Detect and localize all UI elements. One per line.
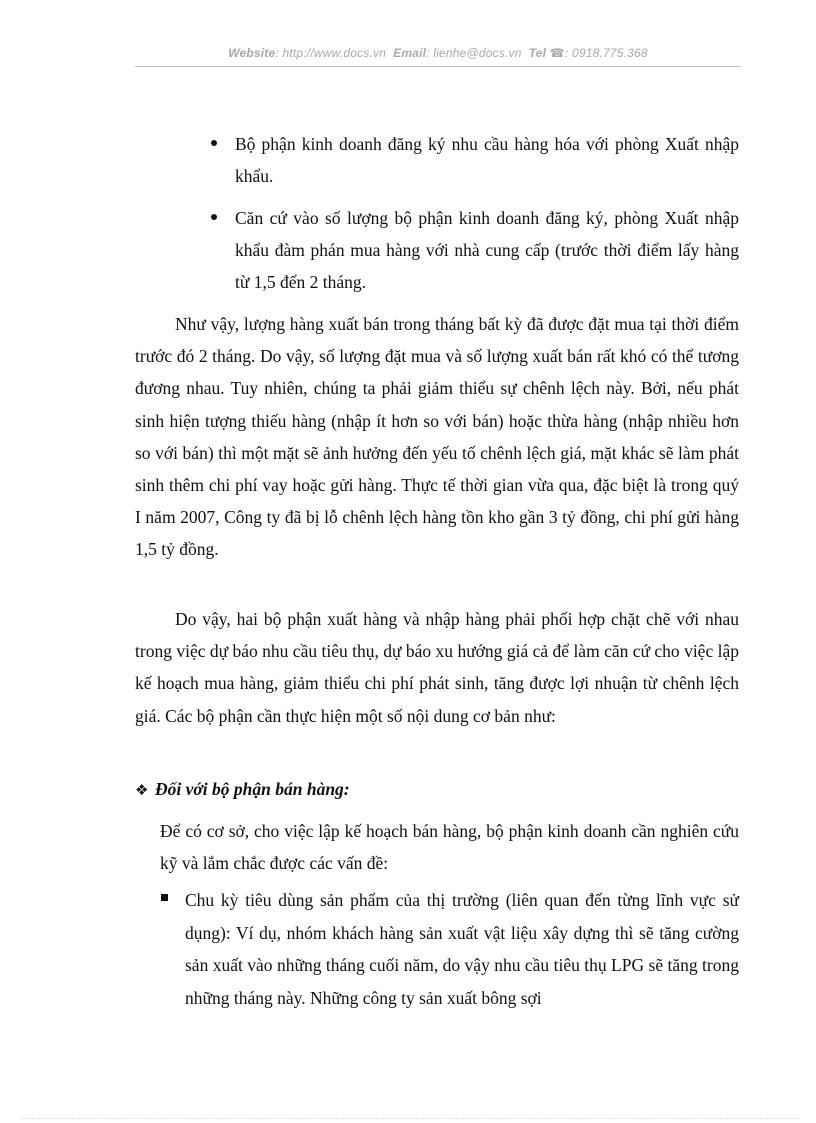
paragraph-text: Do vậy, hai bộ phận xuất hàng và nhập hàng phải phối hợp chặt chẽ với nhau trong việc dự báo nhu cầu tiêu thụ, dự báo xu hướng giá cả để làm căn cứ cho việc lập kế hoạch mua hàng, giảm thiểu chi phí phát sinh, tăng được lợi nhuận từ chênh lệch giá. Các bộ phận cần thực hiện một số nội dung cơ bản như: (135, 609, 739, 726)
paragraph-text: Như vậy, lượng hàng xuất bán trong tháng bất kỳ đã được đặt mua tại thời điểm trước đó 2 tháng. Do vậy, số lượng đặt mua và số lượng xuất bán rất khó có thể tương đương nhau. Tuy nhiên, chúng ta phải giảm thiểu sự chênh lệch này. Bởi, nếu phát sinh hiện tượng thiếu hàng (nhập ít hơn so với bán) hoặc thừa hàng (nhập nhiều hơn so với bán) thì một mặt sẽ ảnh hưởng đến yếu tố chênh lệch giá, mặt khác sẽ làm phát sinh thêm chi phí vay hoặc gửi hàng. Thực tế thời gian vừa qua, đặc biệt là trong quý I năm 2007, Công ty đã bị lỗ chênh lệch hàng tồn kho gần 3 tỷ đồng, chi phí gửi hàng 1,5 tỷ đồng. (135, 314, 739, 560)
header-divider (135, 66, 741, 67)
email-label: Email (393, 46, 427, 60)
bullet-item (213, 202, 739, 298)
email-value: : lienhe@docs.vn (426, 46, 522, 60)
list-item-text: Chu kỳ tiêu dùng sản phẩm của thị trường (liên quan đến từng lĩnh vực sử dụng): Ví dụ, nhóm khách hàng sản xuất vật liệu xây dựng thì sẽ tăng cường sản xuất vào những tháng cuối năm, do vậy nhu cầu tiêu thụ LPG sẽ tăng trong những tháng này. Những công ty sản xuất bông sợi (185, 890, 739, 1008)
bullet-text: Căn cứ vào số lượng bộ phận kinh doanh đăng ký, phòng Xuất nhập khẩu đàm phán mua hàng với nhà cung cấp (trước thời điểm lấy hàng từ 1,5 đến 2 tháng. (235, 208, 739, 292)
tel-label: Tel (528, 46, 547, 60)
diamond-ornament-icon: ❖ (135, 781, 149, 799)
square-bullet-icon (161, 894, 168, 901)
paragraph (135, 308, 739, 566)
footer-divider (22, 1118, 798, 1119)
section-heading (135, 774, 350, 805)
section-heading-text: Đối với bộ phận bán hàng: (155, 779, 350, 799)
list-item (160, 884, 739, 1014)
bullet-item (213, 128, 739, 192)
bullet-dot-icon (211, 140, 217, 146)
website-value: : http://www.docs.vn (275, 46, 387, 60)
section-intro: Để có cơ sở, cho việc lập kế hoạch bán hàng, bộ phận kinh doanh cần nghiên cứu kỹ và lắm chắc được các vấn đề: (160, 821, 739, 873)
website-label: Website (228, 46, 276, 60)
phone-icon: ☎ (549, 46, 565, 60)
bullet-text: Bộ phận kinh doanh đăng ký nhu cầu hàng hóa với phòng Xuất nhập khẩu. (235, 134, 739, 186)
bullet-dot-icon (211, 214, 217, 220)
tel-value: : 0918.775.368 (564, 46, 648, 60)
page-header (135, 46, 741, 60)
paragraph (135, 603, 739, 732)
